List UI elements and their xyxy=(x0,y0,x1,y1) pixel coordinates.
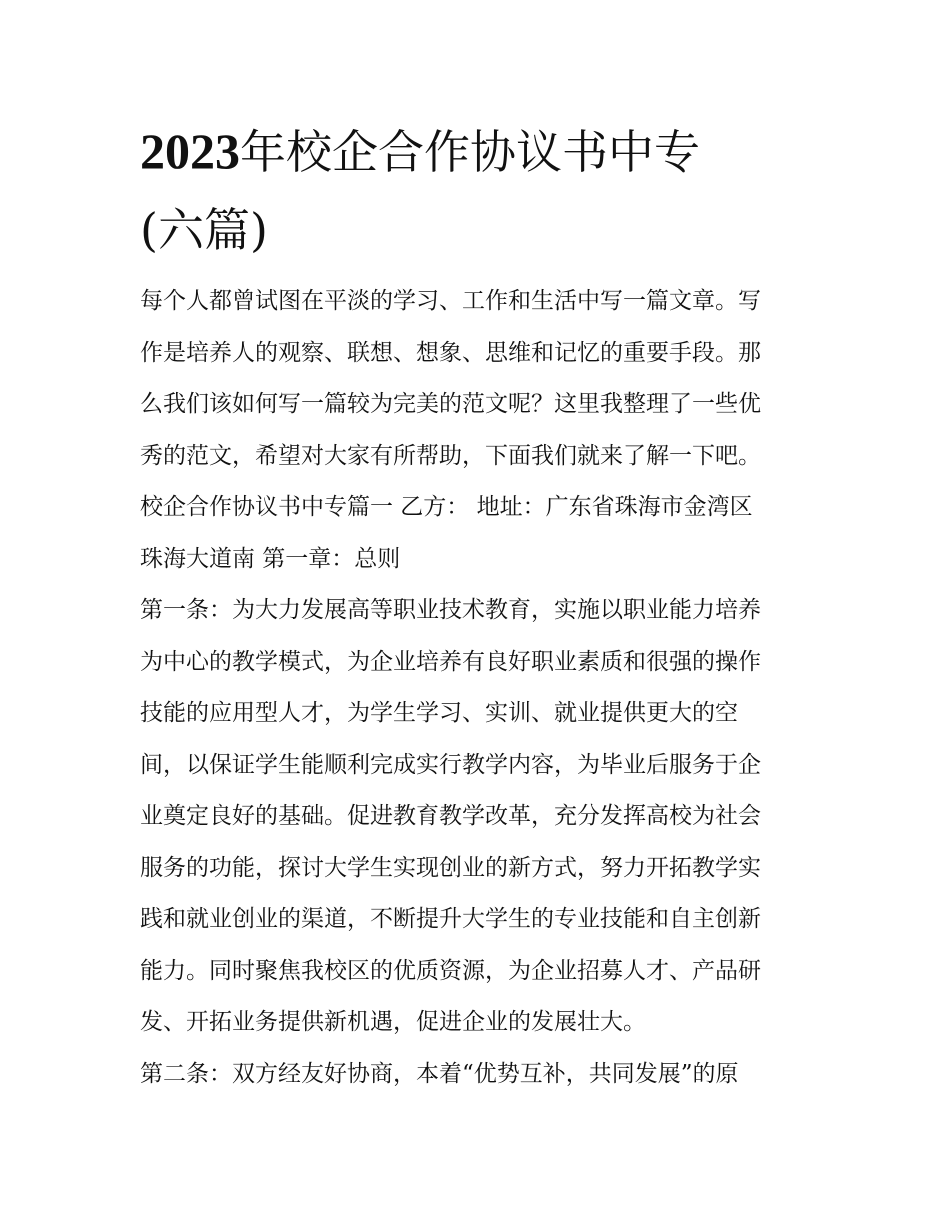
document-title xyxy=(140,112,820,269)
body-line: 能力。同时聚焦我校区的优质资源，为企业招募人才、产品研 xyxy=(140,957,761,984)
body-line: 珠海大道南 第一章：总则 xyxy=(140,545,401,572)
body-line: 第一条：为大力发展高等职业技术教育，实施以职业能力培养 xyxy=(140,597,761,623)
title-year: 2023 xyxy=(140,123,240,179)
body-line: 发、开拓业务提供新机遇，促进企业的发展壮大。 xyxy=(140,1009,646,1035)
document-body xyxy=(140,276,820,1100)
body-line: 间，以保证学生能顺利完成实行教学内容，为毕业后服务于企 xyxy=(140,751,761,778)
body-line: 第二条：双方经友好协商，本着“优势互补，共同发展”的原 xyxy=(140,1060,739,1087)
body-line: 么我们该如何写一篇较为完美的范文呢？这里我整理了一些优 xyxy=(140,391,761,417)
body-line: 作是培养人的观察、联想、想象、思维和记忆的重要手段。那 xyxy=(140,339,761,366)
title-line-1 xyxy=(140,112,820,191)
body-line: 每个人都曾试图在平淡的学习、工作和生活中写一篇文章。写 xyxy=(140,288,761,314)
title-text: 年校企合作协议书中专 xyxy=(240,125,700,179)
body-line: 技能的应用型人才，为学生学习、实训、就业提供更大的空 xyxy=(140,700,738,726)
body-line: 秀的范文，希望对大家有所帮助，下面我们就来了解一下吧。 xyxy=(140,442,761,469)
title-line-2 xyxy=(140,191,820,269)
title-subtitle: (六篇) xyxy=(140,203,268,257)
body-line: 服务的功能，探讨大学生实现创业的新方式，努力开拓教学实 xyxy=(140,854,761,881)
body-line: 为中心的教学模式，为企业培养有良好职业素质和很强的操作 xyxy=(140,648,761,675)
body-line: 践和就业创业的渠道，不断提升大学生的专业技能和自主创新 xyxy=(140,906,761,932)
body-line: 业奠定良好的基础。促进教育教学改革，充分发挥高校为社会 xyxy=(140,803,761,829)
body-line: 校企合作协议书中专篇一 乙方： 地址：广东省珠海市金湾区 xyxy=(140,494,753,520)
